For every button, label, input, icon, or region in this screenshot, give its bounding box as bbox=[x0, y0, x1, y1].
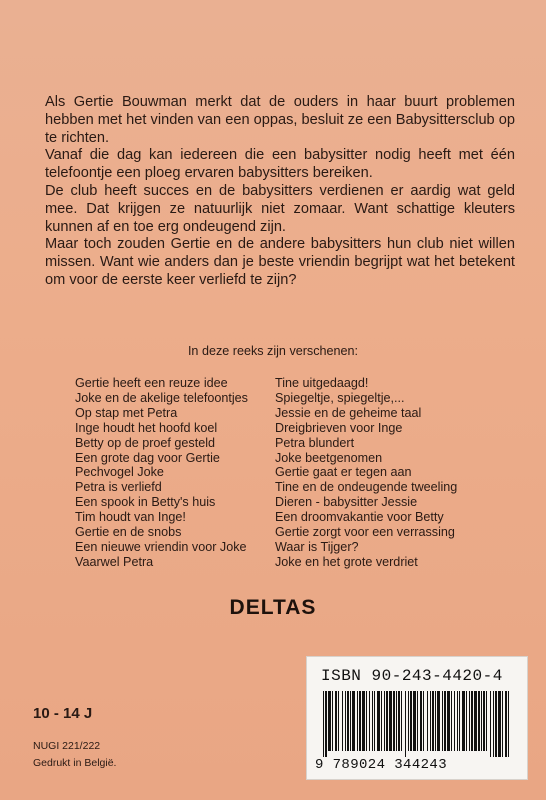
barcode-bar bbox=[398, 691, 400, 751]
barcode-bar bbox=[478, 691, 480, 751]
series-title-item: Waar is Tijger? bbox=[275, 539, 359, 554]
barcode-bar bbox=[483, 691, 485, 751]
series-title-item: Petra is verliefd bbox=[75, 480, 162, 495]
barcode-bar bbox=[462, 691, 465, 751]
barcode-bar bbox=[335, 691, 337, 751]
barcode-bar bbox=[457, 691, 458, 751]
barcode-bar bbox=[381, 691, 382, 751]
blurb-paragraph: Vanaf die dag kan iedereen die een babysitter nodig heeft met één telefoontje een ploeg ervaren babysitters bereiken. bbox=[45, 147, 515, 182]
barcode-bar bbox=[332, 691, 333, 751]
barcode-bar bbox=[357, 691, 358, 751]
barcode-bar bbox=[338, 691, 339, 751]
barcode-bar bbox=[493, 691, 494, 757]
series-title-item: Gertie en de snobs bbox=[75, 525, 182, 540]
barcode-bar bbox=[389, 691, 392, 751]
barcode-bar bbox=[423, 691, 424, 751]
barcode-bar bbox=[420, 691, 422, 751]
barcode-bar bbox=[447, 691, 450, 751]
printed-in: Gedrukt in België. bbox=[33, 757, 117, 769]
barcode-panel bbox=[306, 656, 528, 780]
barcode-bar bbox=[471, 691, 473, 751]
series-title-item: Dreigbrieven voor Inge bbox=[275, 420, 403, 435]
barcode-bar bbox=[342, 691, 343, 751]
barcode-bar bbox=[490, 691, 491, 757]
series-list-right bbox=[275, 376, 457, 570]
barcode-bar bbox=[474, 691, 477, 751]
barcode-bar bbox=[384, 691, 385, 751]
series-title-item: Betty op de proef gesteld bbox=[75, 435, 216, 450]
barcode-icon bbox=[323, 691, 513, 757]
blurb-paragraph: De club heeft succes en de babysitters verdienen er aardig wat geld mee. Dat krijgen ze natuurlijk niet zomaar. Want schattige kleuters kunnen af en toe erg ondeugend zijn. bbox=[45, 182, 515, 235]
barcode-bar bbox=[442, 691, 443, 751]
ean-number: 9 789024 344243 bbox=[315, 757, 448, 773]
series-title-item: Spiegeltje, spiegeltje,... bbox=[275, 390, 405, 405]
series-title-item: Tine uitgedaagd! bbox=[275, 376, 369, 390]
barcode-bar bbox=[350, 691, 351, 751]
barcode-bar bbox=[386, 691, 388, 751]
series-title-item: Jessie en de geheime taal bbox=[275, 405, 422, 420]
barcode-bar bbox=[372, 691, 373, 751]
series-title-item: Pechvogel Joke bbox=[75, 465, 164, 480]
barcode-bar bbox=[437, 691, 440, 751]
barcode-bar bbox=[508, 691, 509, 757]
series-title-item: Joke en de akelige telefoontjes bbox=[75, 390, 248, 405]
series-title-item: Een nieuwe vriendin voor Joke bbox=[75, 539, 247, 554]
age-range: 10 - 14 J bbox=[33, 705, 93, 722]
series-title-item: Inge houdt het hoofd koel bbox=[75, 420, 218, 435]
series-title-item: Petra blundert bbox=[275, 435, 355, 450]
series-title-item: Tim houdt van Inge! bbox=[75, 510, 186, 525]
series-title-item: Joke en het grote verdriet bbox=[275, 554, 418, 569]
barcode-bar bbox=[432, 691, 434, 751]
barcode-bar bbox=[323, 691, 324, 757]
series-title-item: Tine en de ondeugende tweeling bbox=[275, 480, 458, 495]
barcode-bar bbox=[366, 691, 367, 751]
barcode-bar bbox=[454, 691, 455, 751]
barcode-bar bbox=[405, 691, 406, 757]
nugi-code: NUGI 221/222 bbox=[33, 740, 101, 752]
barcode-bar bbox=[469, 691, 470, 751]
barcode-bar bbox=[486, 691, 487, 751]
barcode-bar bbox=[417, 691, 418, 751]
series-title-item: Gertie heeft een reuze idee bbox=[75, 376, 228, 390]
barcode-bar bbox=[481, 691, 482, 751]
barcode-bar bbox=[401, 691, 402, 751]
blurb-paragraph: Maar toch zouden Gertie en de andere babysitters hun club niet willen missen. Want wie anders dan je beste vriendin begrijpt wat het betekent om voor de eerste keer verliefd te zijn? bbox=[45, 236, 515, 288]
barcode-bar bbox=[505, 691, 507, 757]
barcode-bar bbox=[435, 691, 436, 751]
barcode-bar bbox=[393, 691, 395, 751]
series-heading: In deze reeks zijn verschenen: bbox=[187, 344, 359, 358]
barcode-bar bbox=[451, 691, 452, 751]
barcode-bar bbox=[345, 691, 346, 751]
barcode-bar bbox=[427, 691, 428, 751]
barcode-bar bbox=[347, 691, 349, 751]
barcode-bar bbox=[502, 691, 503, 757]
barcode-bar bbox=[359, 691, 361, 751]
barcode-bar bbox=[377, 691, 380, 751]
series-title-item: Gertie gaat er tegen aan bbox=[275, 465, 412, 480]
series-title-item: Een spook in Betty's huis bbox=[75, 495, 216, 510]
barcode-bar bbox=[444, 691, 446, 751]
barcode-bar bbox=[413, 691, 416, 751]
series-title-item: Gertie zorgt voor een verrassing bbox=[275, 525, 455, 540]
series-list-left bbox=[75, 376, 248, 570]
barcode-bar bbox=[369, 691, 370, 751]
barcode-bar bbox=[362, 691, 365, 751]
barcode-bar bbox=[374, 691, 375, 751]
blurb-text bbox=[45, 94, 515, 290]
barcode-bar bbox=[459, 691, 460, 751]
series-title-item: Op stap met Petra bbox=[75, 405, 178, 420]
isbn-number: ISBN 90-243-4420-4 bbox=[321, 667, 503, 685]
series-title-item: Een grote dag voor Gertie bbox=[75, 450, 220, 465]
barcode-bar bbox=[396, 691, 397, 751]
barcode-bar bbox=[495, 691, 497, 757]
barcode-bar bbox=[466, 691, 467, 751]
barcode-bar bbox=[408, 691, 409, 751]
barcode-bar bbox=[498, 691, 501, 757]
publisher-logo: DELTAS bbox=[229, 596, 317, 619]
barcode-bar bbox=[430, 691, 431, 751]
barcode-bar bbox=[410, 691, 412, 751]
blurb-paragraph: Als Gertie Bouwman merkt dat de ouders in haar buurt problemen hebben met het vinden van een oppas, besluit ze een Babysittersclub op te richten. bbox=[45, 94, 515, 146]
series-title-item: Joke beetgenomen bbox=[275, 450, 383, 465]
barcode-bar bbox=[352, 691, 355, 751]
series-title-item: Dieren - babysitter Jessie bbox=[275, 495, 418, 510]
series-title-item: Vaarwel Petra bbox=[75, 554, 154, 569]
series-title-item: Een droomvakantie voor Betty bbox=[275, 510, 444, 525]
barcode-bar bbox=[328, 691, 331, 751]
barcode-bar bbox=[325, 691, 327, 757]
